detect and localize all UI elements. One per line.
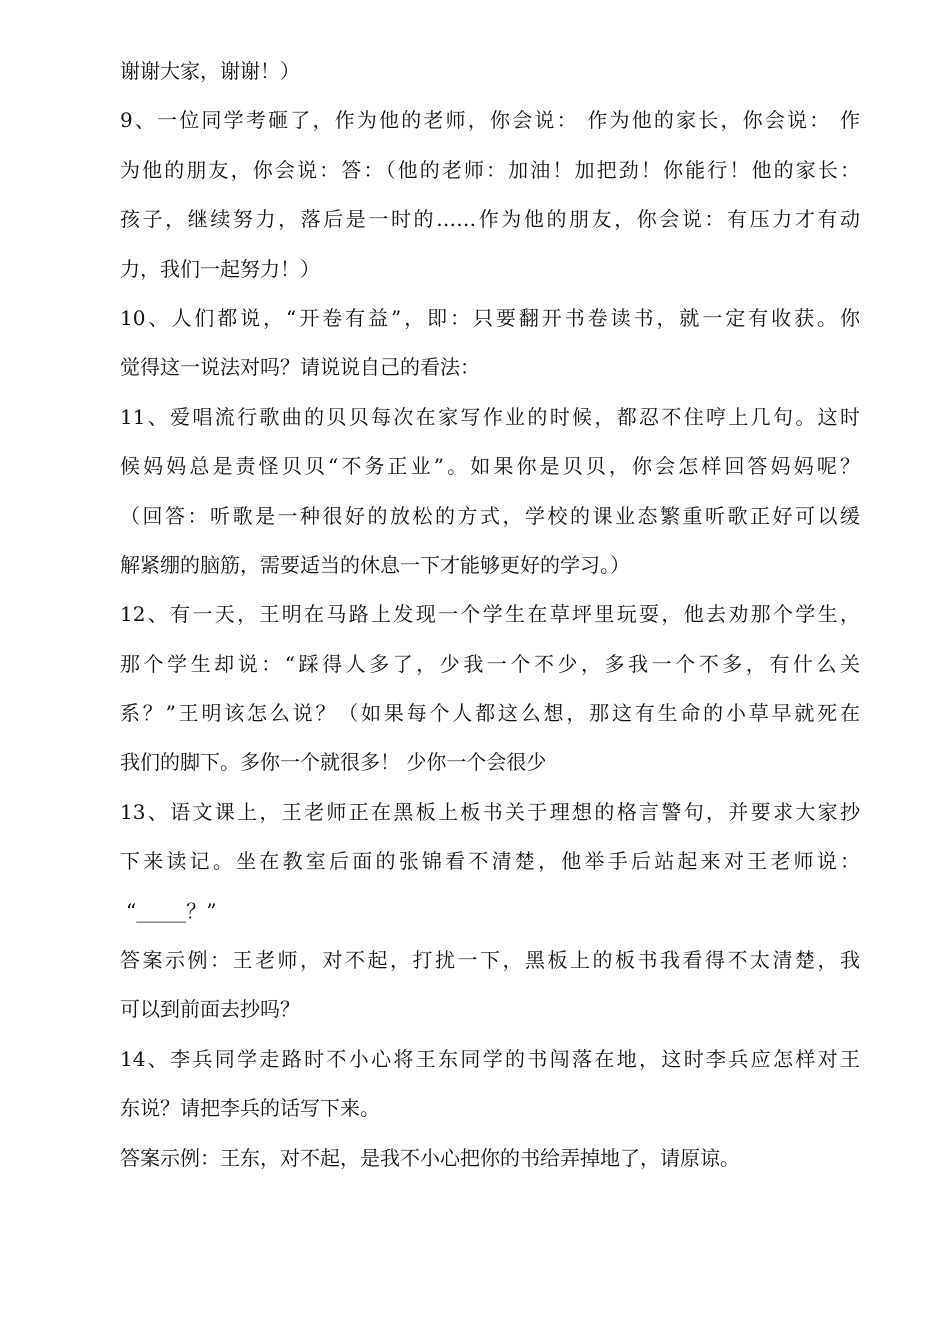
text-line: 我们的脚下。多你一个就很多！ 少你一个会很少 xyxy=(120,750,547,775)
text-line: 10、人们都说，“开卷有益”，即：只要翻开书卷读书，就一定有收获。你 xyxy=(120,305,860,330)
text-line: 13、语文课上，王老师正在黑板上板书关于理想的格言警句，并要求大家抄 xyxy=(120,799,860,824)
text-line: 11、爱唱流行歌曲的贝贝每次在家写作业的时候，都忍不住哼上几句。这时 xyxy=(120,404,860,429)
text-line: 9、一位同学考砸了，作为他的老师，你会说： 作为他的家长，你会说： 作 xyxy=(120,108,860,133)
text-line: “_____？” xyxy=(126,898,217,923)
text-line: 候妈妈总是责怪贝贝“不务正业”。如果你是贝贝，你会怎样回答妈妈呢？ xyxy=(120,454,860,479)
text-line: 为他的朋友，你会说：答：（他的老师：加油！加把劲！你能行！他的家长： xyxy=(120,157,860,182)
text-line: 答案示例：王老师，对不起，打扰一下，黑板上的板书我看得不太清楚，我 xyxy=(120,948,860,973)
text-line: （回答：听歌是一种很好的放松的方式，学校的课业态繁重听歌正好可以缓 xyxy=(120,503,860,528)
document-body xyxy=(120,47,860,1183)
text-line: 可以到前面去抄吗？ xyxy=(120,997,300,1022)
text-line: 孩子，继续努力，落后是一时的……作为他的朋友，你会说：有压力才有动 xyxy=(120,207,860,232)
text-line: 力，我们一起努力！） xyxy=(120,256,320,281)
text-line: 答案示例：王东，对不起，是我不小心把你的书给弄掉地了，请原谅。 xyxy=(120,1145,740,1170)
text-line: 觉得这一说法对吗？请说说自己的看法： xyxy=(120,355,480,380)
text-line: 系？”王明该怎么说？（如果每个人都这么想，那这有生命的小草早就死在 xyxy=(120,701,860,726)
text-line: 那个学生却说：“踩得人多了，少我一个不少，多我一个不多，有什么关 xyxy=(120,651,860,676)
text-line: 14、李兵同学走路时不小心将王东同学的书闯落在地，这时李兵应怎样对王 xyxy=(120,1046,860,1071)
text-line: 12、有一天，王明在马路上发现一个学生在草坪里玩耍，他去劝那个学生， xyxy=(120,602,860,627)
text-line: 谢谢大家，谢谢！） xyxy=(120,59,300,83)
text-line: 解紧绷的脑筋，需要适当的休息一下才能够更好的学习。） xyxy=(120,552,630,577)
text-line: 下来读记。坐在教室后面的张锦看不清楚，他举手后站起来对王老师说： xyxy=(120,849,860,874)
text-line: 东说？请把李兵的话写下来。 xyxy=(120,1096,380,1121)
